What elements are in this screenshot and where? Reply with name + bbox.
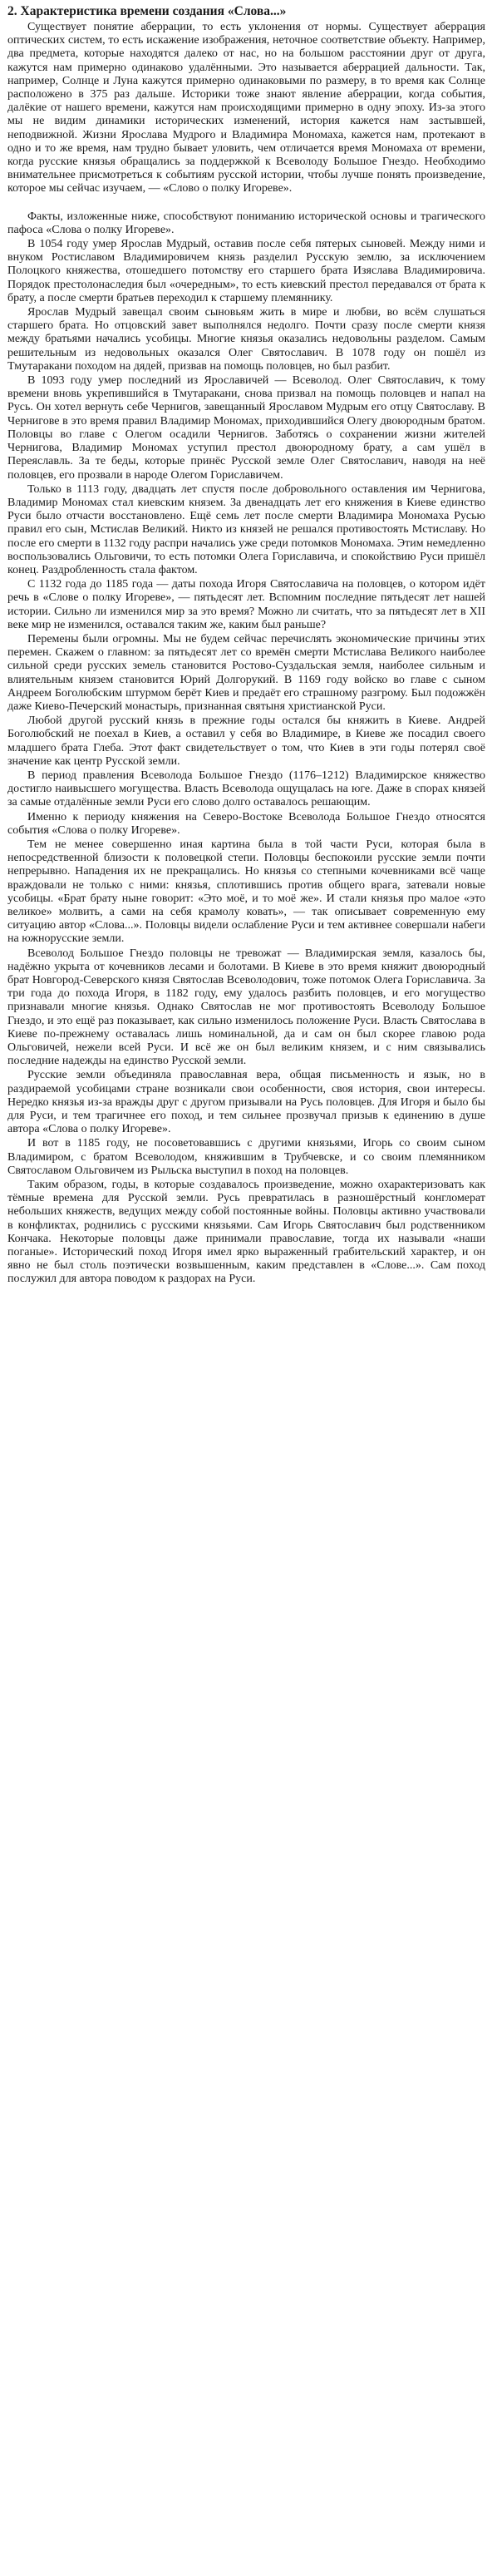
paragraph: В период правления Всеволода Большое Гнездо (1176–1212) Владимирское княжество достигло наивысшего могущества. Власть Всеволода ощущалась на юге. Даже в спорах князей за самые отдалённые земли Руси его слово долго оставалось решающим. <box>7 769 485 809</box>
paragraph: Русские земли объединяла православная вера, общая письменность и язык, но в раздираемой усобицами стране возникали свои особенности, своя история, свои интересы. Нередко князья из-за вражды друг с другом призывали на Русь половцев. Для Игоря и было бы для Руси, и тем трагичнее его поход, и тем сильнее прозвучал призыв к единению в душе автора «Слова о полку Игореве». <box>7 1069 485 1136</box>
paragraph: Любой другой русский князь в прежние годы остался бы княжить в Киеве. Андрей Боголюбский не поехал в Киев, а оставил у себя во Владимире, в Киеве же посадил своего младшего брата Глеба. Этот факт свидетельствует о том, что Киев в эти годы потерял своё значение как центр Русской земли. <box>7 714 485 768</box>
paragraph: В 1093 году умер последний из Ярославичей — Всеволод. Олег Святославич, к тому времени вновь укрепившийся в Тмутаракани, снова призвал на помощь половцев и напал на Русь. Он хотел вернуть себе Чернигов, завещанный Ярославом Мудрым его отцу Святославу. В Чернигове в это время правил Владимир Мономах, приходившийся Олегу двоюродным братом. Половцы во главе с Олегом осадили Чернигов. Заботясь о сохранении жизни жителей Чернигова, Владимир Мономах уступил престол двоюродному брату, а сам ушёл в Переяславль. За те беды, которые принёс Русской земле Олег Святославич, наводя на неё половцев, его прозвали в народе Олегом Гориславичем. <box>7 374 485 482</box>
paragraph: С 1132 года до 1185 года — даты похода Игоря Святославича на половцев, о котором идёт речь в «Слове о полку Игореве», — пятьдесят лет. Вспомним последние пятьдесят лет нашей истории. Сильно ли изменился мир за это время? Можно ли считать, что за пятьдесят лет в XII веке мир не изменился, оставался таким же, каким был раньше? <box>7 578 485 631</box>
paragraph: Ярослав Мудрый завещал своим сыновьям жить в мире и любви, во всём слушаться старшего брата. Но отцовский завет выполнялся недолго. Почти сразу после смерти князя между братьями начались усобицы. Многие князья оказались недовольны разделом. Самым решительным из недовольных оказался Олег Святославич. В 1078 году он пошёл из Тмутаракани походом на дядей, призвав на помощь половцев, но был разбит. <box>7 306 485 373</box>
paragraph: И вот в 1185 году, не посоветовавшись с другими князьями, Игорь со своим сыном Владимиром, с братом Всеволодом, княжившим в Трубчевске, и со своим племянником Святославом Ольговичем из Рыльска выступил в поход на половцев. <box>7 1137 485 1177</box>
paragraph: Факты, изложенные ниже, способствуют пониманию исторической основы и трагического пафоса «Слова о полку Игореве». <box>7 210 485 236</box>
paragraph: В 1054 году умер Ярослав Мудрый, оставив после себя пятерых сыновей. Между ними и внуком Ростиславом Владимировичем князь разделил Русскую землю, за исключением Полоцкого княжества, отошедшего потомству его старшего брата Изяслава Владимировича. Порядок престолонаследия был «очередным», то есть киевский престол передавался от брата к брату, а после смерти братьев переходил к старшему племяннику. <box>7 238 485 304</box>
paragraph: Существует понятие аберрации, то есть уклонения от нормы. Существует аберрация оптических систем, то есть искажение изображения, неточное соответствие объекту. Например, два предмета, которые находятся далеко от нас, но на большом расстоянии друг от друга, кажутся нам примерно одинаково удалёнными. Это называется аберрацией дальности. Так, например, Солнце и Луна кажутся примерно одинаковыми по размеру, в то время как Солнце расположено в 375 раз дальше. Историки тоже знают явление аберрации, когда события, далёкие от нашего времени, кажутся нам происходящими примерно в одну эпоху. Из-за этого мы не видим динамики исторических изменений, история кажется нам застывшей, неподвижной. Жизни Ярослава Мудрого и Владимира Мономаха, кажется нам, протекают в одно и то же время, нам трудно бывает уловить, чем отличается время Мономаха от времени, когда русские князья обращались за поддержкой к Всеволоду Большое Гнездо. Необходимо внимательнее присмотреться к событиям русской истории, чтобы лучше понять произведение, которое мы сейчас изучаем, — «Слово о полку Игореве». <box>7 21 485 195</box>
paragraph: Именно к периоду княжения на Северо-Востоке Всеволода Большое Гнездо относятся события «Слова о полку Игореве». <box>7 810 485 837</box>
paragraph: Всеволод Большое Гнездо половцы не тревожат — Владимирская земля, казалось бы, надёжно укрыта от кочевников лесами и болотами. В Киеве в это время княжит двоюродный брат Новгород-Северского князя Святослав Всеволодович, тоже потомок Олега Гориславича. За три года до похода Игоря, в 1182 году, ему удалось разбить половцев, и его могущество признавали многие князья. Однако Святослав не мог противостоять Всеволоду Большое Гнездо, и это ещё раз показывает, как сильно изменилось положение Руси. Власть Святослава в Киеве по-прежнему оставалась лишь номинальной, да и сам он был скорее главою рода Ольговичей, нежели всей Руси. И всё же он был великим князем, и с ним связывались последние надежды на единство Русской земли. <box>7 947 485 1068</box>
document-body <box>7 21 485 1287</box>
section-title: 2. Характеристика времени создания «Слова...» <box>7 4 287 18</box>
paragraph: Перемены были огромны. Мы не будем сейчас перечислять экономические причины этих перемен. Скажем о главном: за пятьдесят лет со времён смерти Мстислава Великого наиболее сильной среди русских земель становится Ростово-Суздальская земля, наиболее сильным и влиятельным князем становится Юрий Долгорукий. В 1169 году войско во главе с сыном Андреем Боголюбским штурмом берёт Киев и предаёт его страшному разгрому. Был подожжён даже Киево-Печерский монастырь, признанная святыня христианской Руси. <box>7 632 485 713</box>
paragraph: Тем не менее совершенно иная картина была в той части Руси, которая была в непосредственной близости к половецкой степи. Половцы беспокоили русские земли почти непрерывно. Нападения их не прекращались. Но князья со степными кочевниками всё чаще враждовали не только с ними: князья, сплотившись против общего врага, затевали новые усобицы. «Брат брату ныне говорит: «Это моё, и то моё же». И стали князья про малое «это великое» молвить, а сами на себя крамолу ковать», — так описывает современную ему ситуацию автор «Слова...». Половцы видели ослабление Руси и тем активнее совершали набеги на южнорусские земли. <box>7 838 485 946</box>
paragraph: Только в 1113 году, двадцать лет спустя после добровольного оставления им Чернигова, Владимир Мономах стал киевским князем. За двенадцать лет его княжения в Киеве единство Руси было отчасти восстановлено. Ещё семь лет после смерти Владимира Мономаха Русью правил его сын, Мстислав Великий. Никто из князей не решался противостоять Мстиславу. Но после его смерти в 1132 году распри начались уже среди потомков Мономаха. Этим немедленно воспользовались Ольговичи, то есть потомки Олега Гориславича, и спокойствию Руси пришёл конец. Раздробленность стала фактом. <box>7 482 485 576</box>
paragraph: Таким образом, годы, в которые создавалось произведение, можно охарактеризовать как тёмные времена для Русской земли. Русь превратилась в разношёрстный конгломерат небольших княжеств, ведущих между собой постоянные войны. Половцы активно участвовали в конфликтах, роднились с русскими князьями. Сам Игорь Святославич был родственником Кончака. Некоторые половцы даже принимали православие, тогда их называли «наши поганые». Исторический поход Игоря имел ярко выраженный грабительский характер, и он явно не был столь поэтически возвышенным, каким представлен в «Слове...». Сам поход послужил для автора поводом к раздорах на Руси. <box>7 1179 485 1286</box>
